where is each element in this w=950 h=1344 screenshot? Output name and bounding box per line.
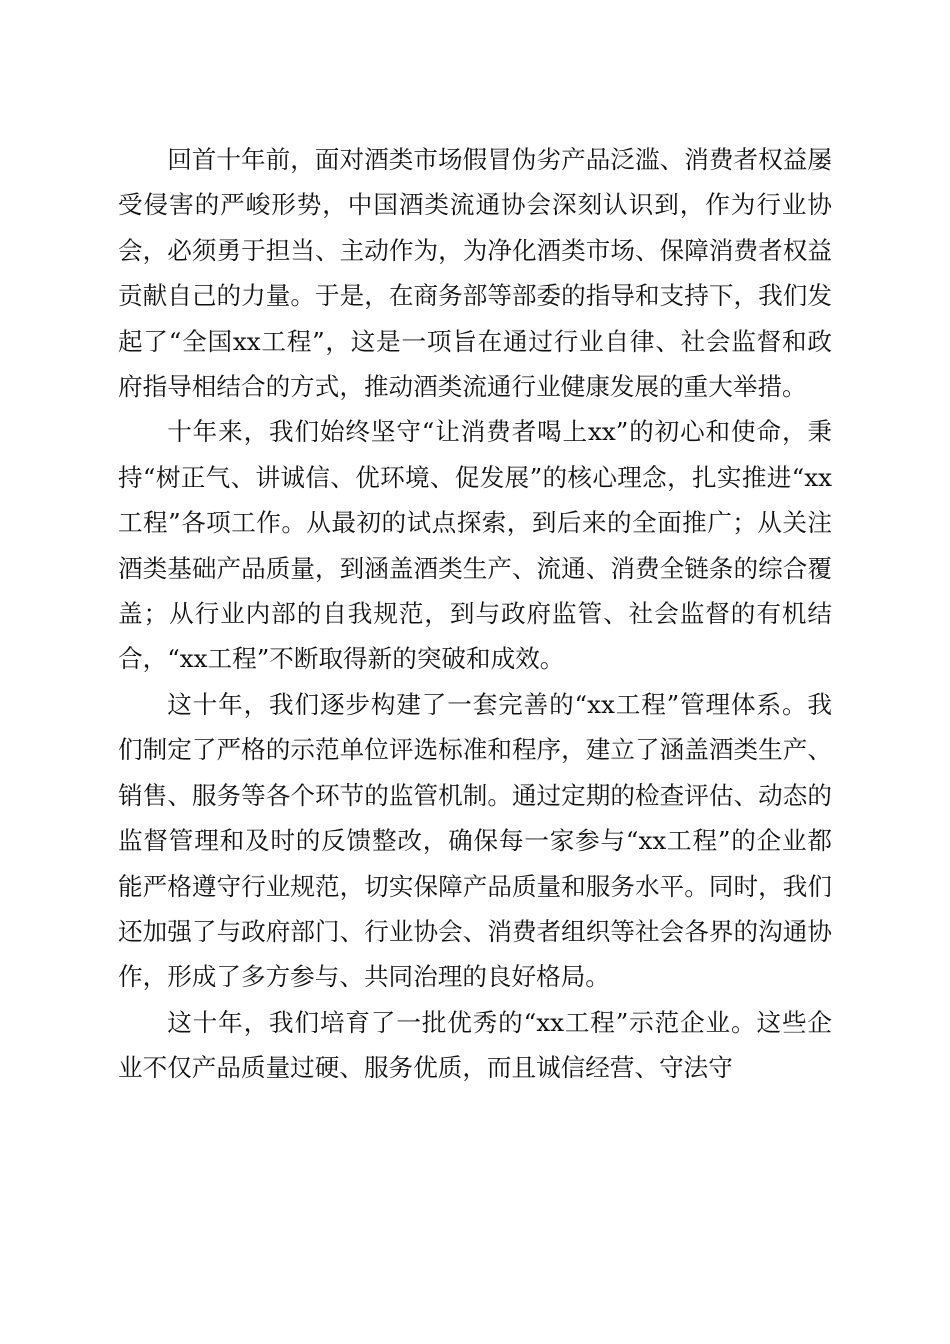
- document-body: [118, 137, 832, 1091]
- paragraph-2: 十年来，我们始终坚守“让消费者喝上xx”的初心和使命，秉持“树正气、讲诚信、优环境、促发展”的核心理念，扎实推进“xx工程”各项工作。从最初的试点探索，到后来的全面推广；从关注酒类基础产品质量，到涵盖酒类生产、流通、消费全链条的综合覆盖；从行业内部的自我规范，到与政府监管、社会监督的有机结合，“xx工程”不断取得新的突破和成效。: [118, 417, 832, 674]
- paragraph-4: 这十年，我们培育了一批优秀的“xx工程”示范企业。这些企业不仅产品质量过硬、服务优质，而且诚信经营、守法守: [118, 1007, 832, 1083]
- paragraph-3: 这十年，我们逐步构建了一套完善的“xx工程”管理体系。我们制定了严格的示范单位评选标准和程序，建立了涵盖酒类生产、销售、服务等各个环节的监管机制。通过定期的检查评估、动态的监督管理和及时的反馈整改，确保每一家参与“xx工程”的企业都能严格遵守行业规范，切实保障产品质量和服务水平。同时，我们还加强了与政府部门、行业协会、消费者组织等社会各界的沟通协作，形成了多方参与、共同治理的良好格局。: [118, 689, 832, 992]
- paragraph-1: 回首十年前，面对酒类市场假冒伪劣产品泛滥、消费者权益屡受侵害的严峻形势，中国酒类流通协会深刻认识到，作为行业协会，必须勇于担当、主动作为，为净化酒类市场、保障消费者权益贡献自己的力量。于是，在商务部等部委的指导和支持下，我们发起了“全国xx工程”，这是一项旨在通过行业自律、社会监督和政府指导相结合的方式，推动酒类流通行业健康发展的重大举措。: [118, 145, 832, 402]
